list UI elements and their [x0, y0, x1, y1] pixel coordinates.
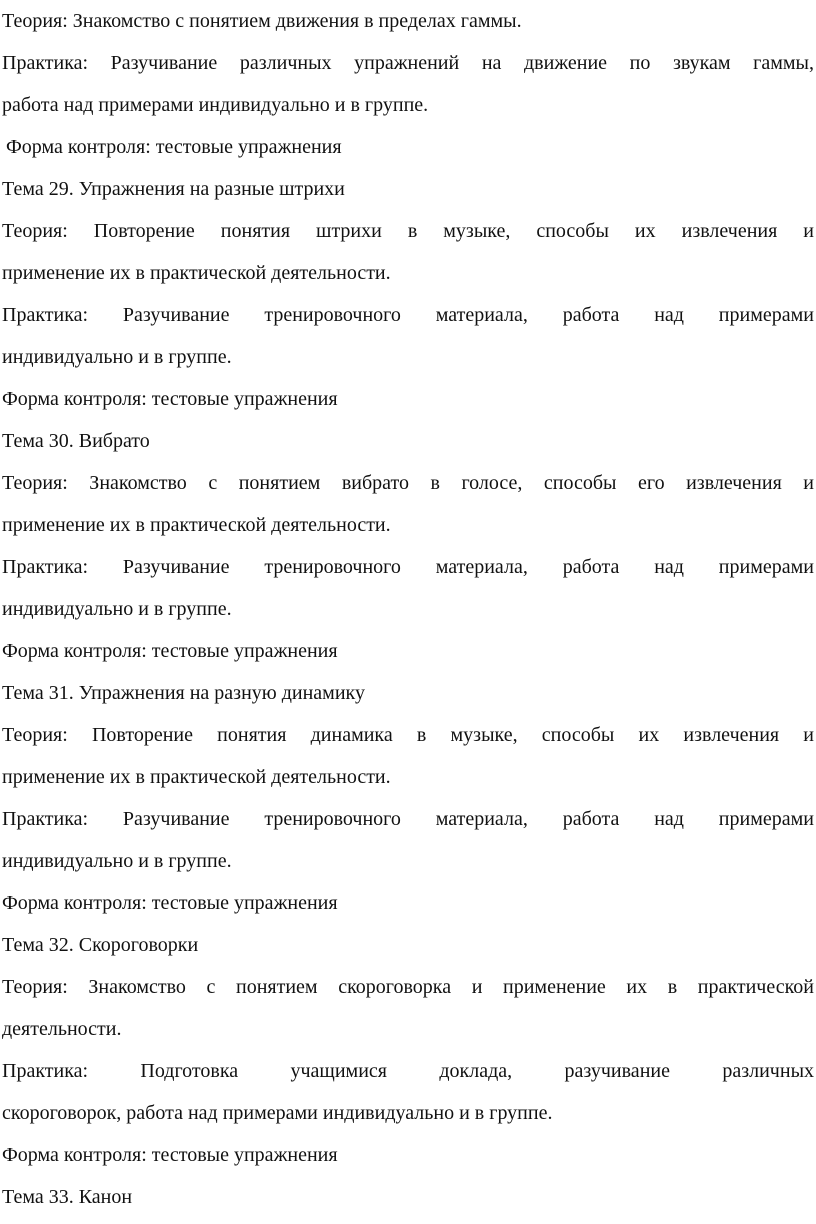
- topic-33-heading: Тема 33. Канон: [2, 1186, 133, 1208]
- topic-31-heading: Тема 31. Упражнения на разную динамику: [2, 682, 365, 704]
- practice-line-topic-29-cont: индивидуально и в группе.: [2, 346, 232, 368]
- practice-line-topic-29: Практика: Разучивание тренировочного материала, работа над примерами: [2, 304, 814, 326]
- practice-line-topic-31: Практика: Разучивание тренировочного материала, работа над примерами: [2, 808, 814, 830]
- control-form-line: Форма контроля: тестовые упражнения: [2, 1144, 338, 1166]
- practice-line-topic-32-cont: скороговорок, работа над примерами индивидуально и в группе.: [2, 1102, 553, 1124]
- practice-line-gamma-cont: работа над примерами индивидуально и в группе.: [2, 94, 429, 116]
- control-form-line: Форма контроля: тестовые упражнения: [6, 136, 342, 158]
- theory-line-topic-32: Теория: Знакомство с понятием скороговорка и применение их в практической: [2, 976, 814, 998]
- practice-line-gamma: Практика: Разучивание различных упражнений на движение по звукам гаммы,: [2, 52, 814, 74]
- practice-line-topic-30-cont: индивидуально и в группе.: [2, 598, 232, 620]
- topic-30-heading: Тема 30. Вибрато: [2, 430, 150, 452]
- theory-line-topic-32-cont: деятельности.: [2, 1018, 122, 1040]
- control-form-line: Форма контроля: тестовые упражнения: [2, 892, 338, 914]
- theory-line-gamma: Теория: Знакомство с понятием движения в пределах гаммы.: [2, 10, 522, 32]
- control-form-line: Форма контроля: тестовые упражнения: [2, 388, 338, 410]
- theory-line-topic-29-cont: применение их в практической деятельности.: [2, 262, 391, 284]
- document-page: [2, 0, 814, 1218]
- theory-line-topic-29: Теория: Повторение понятия штрихи в музыке, способы их извлечения и: [2, 220, 814, 242]
- topic-32-heading: Тема 32. Скороговорки: [2, 934, 199, 956]
- control-form-line: Форма контроля: тестовые упражнения: [2, 640, 338, 662]
- theory-line-topic-31-cont: применение их в практической деятельности.: [2, 766, 391, 788]
- practice-line-topic-31-cont: индивидуально и в группе.: [2, 850, 232, 872]
- theory-line-topic-30-cont: применение их в практической деятельности.: [2, 514, 391, 536]
- theory-line-topic-30: Теория: Знакомство с понятием вибрато в голосе, способы его извлечения и: [2, 472, 814, 494]
- theory-line-topic-31: Теория: Повторение понятия динамика в музыке, способы их извлечения и: [2, 724, 814, 746]
- topic-29-heading: Тема 29. Упражнения на разные штрихи: [2, 178, 345, 200]
- practice-line-topic-32: Практика: Подготовка учащимися доклада, разучивание различных: [2, 1060, 814, 1082]
- practice-line-topic-30: Практика: Разучивание тренировочного материала, работа над примерами: [2, 556, 814, 578]
